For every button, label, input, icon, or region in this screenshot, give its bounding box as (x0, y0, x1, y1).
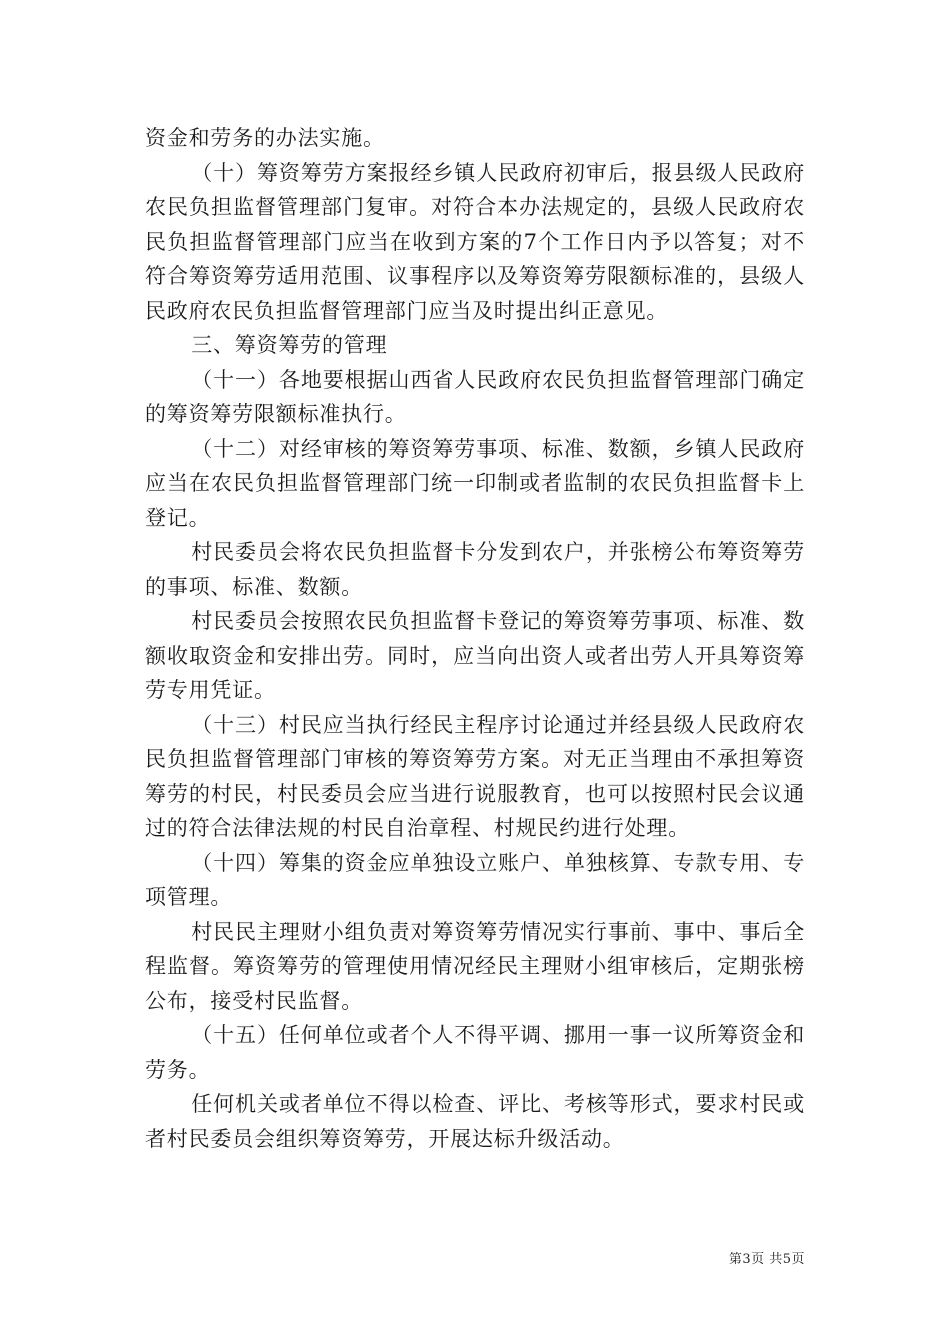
paragraph-4: （十二）对经审核的筹资筹劳事项、标准、数额，乡镇人民政府应当在农民负担监督管理部门统一印制或者监制的农民负担监督卡上登记。 (145, 436, 805, 530)
paragraph-7: （十三）村民应当执行经民主程序讨论通过并经县级人民政府农民负担监督管理部门审核的筹资筹劳方案。对无正当理由不承担筹资筹劳的村民，村民委员会应当进行说服教育，也可以按照村民会议通过的符合法律法规的村民自治章程、村规民约进行处理。 (145, 712, 805, 840)
paragraph-0: 资金和劳务的办法实施。 (145, 126, 385, 150)
paragraph-3: （十一）各地要根据山西省人民政府农民负担监督管理部门确定的筹资筹劳限额标准执行。 (145, 367, 805, 426)
paragraph-1: （十）筹资筹劳方案报经乡镇人民政府初审后，报县级人民政府农民负担监督管理部门复审。对符合本办法规定的，县级人民政府农民负担监督管理部门应当在收到方案的7个工作日内予以答复；对不符合筹资筹劳适用范围、议事程序以及筹资筹劳限额标准的，县级人民政府农民负担监督管理部门应当及时提出纠正意见。 (145, 160, 805, 323)
paragraph-11: 任何机关或者单位不得以检查、评比、考核等形式，要求村民或者村民委员会组织筹资筹劳，开展达标升级活动。 (145, 1092, 805, 1151)
page-number-footer: 第3页 共5页 (728, 1252, 805, 1267)
paragraph-9: 村民民主理财小组负责对筹资筹劳情况实行事前、事中、事后全程监督。筹资筹劳的管理使用情况经民主理财小组审核后，定期张榜公布，接受村民监督。 (145, 919, 805, 1013)
section-heading: 三、筹资筹劳的管理 (191, 333, 388, 357)
paragraph-5: 村民委员会将农民负担监督卡分发到农户，并张榜公布筹资筹劳的事项、标准、数额。 (145, 540, 805, 599)
paragraph-10: （十五）任何单位或者个人不得平调、挪用一事一议所筹资金和劳务。 (145, 1023, 805, 1082)
document-body (145, 121, 805, 1156)
paragraph-8: （十四）筹集的资金应单独设立账户、单独核算、专款专用、专项管理。 (145, 850, 805, 909)
paragraph-6: 村民委员会按照农民负担监督卡登记的筹资筹劳事项、标准、数额收取资金和安排出劳。同时，应当向出资人或者出劳人开具筹资筹劳专用凭证。 (145, 609, 805, 702)
